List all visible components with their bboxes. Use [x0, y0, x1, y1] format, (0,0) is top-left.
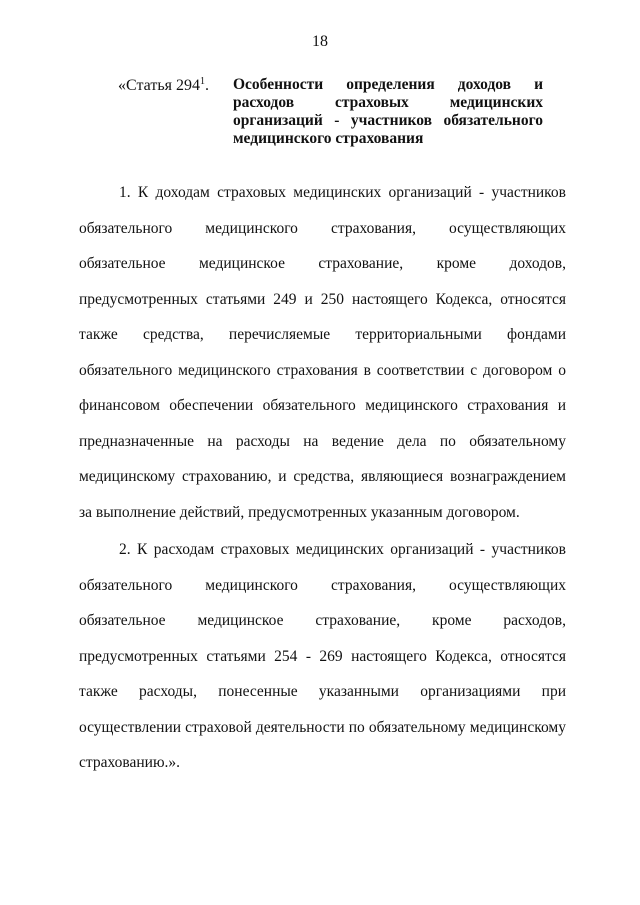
article-label: [118, 76, 209, 96]
article-body: [79, 175, 566, 781]
paragraph-2: 2. К расходам страховых медицинских организаций - участников обязательного медицинского страхования, осуществляющих обязательное медицинское страхование, кроме расходов, предусмотренных статьями 254 - 269 настоящего Кодекса, относятся также расходы, понесенные указанными организациями при осуществлении страховой деятельности по обязательному медицинскому страхованию.».: [79, 541, 566, 771]
article-label-superscript: 1: [199, 76, 205, 87]
article-title-line-2: организаций - участников обязательного медицинского страхования: [233, 112, 543, 147]
article-label-text: «Статья 294: [118, 77, 200, 94]
article-title-line-1: Особенности определения доходов и расходов страховых медицинских: [233, 76, 543, 111]
article-label-suffix: .: [204, 77, 209, 94]
article-title: [233, 76, 543, 148]
page-number: 18: [312, 33, 328, 50]
paragraph-1: 1. К доходам страховых медицинских организаций - участников обязательного медицинского страхования, осуществляющих обязательное медицинское страхование, кроме доходов, предусмотренных статьями 249 и 250 настоящего Кодекса, относятся также средства, перечисляемые территориальными фондами обязательного медицинского страхования в соответствии с договором о финансовом обеспечении обязательного медицинского страхования и предназначенные на расходы на ведение дела по обязательному медицинскому страхованию, и средства, являющиеся вознаграждением за выполнение действий, предусмотренных указанным договором.: [79, 184, 566, 521]
